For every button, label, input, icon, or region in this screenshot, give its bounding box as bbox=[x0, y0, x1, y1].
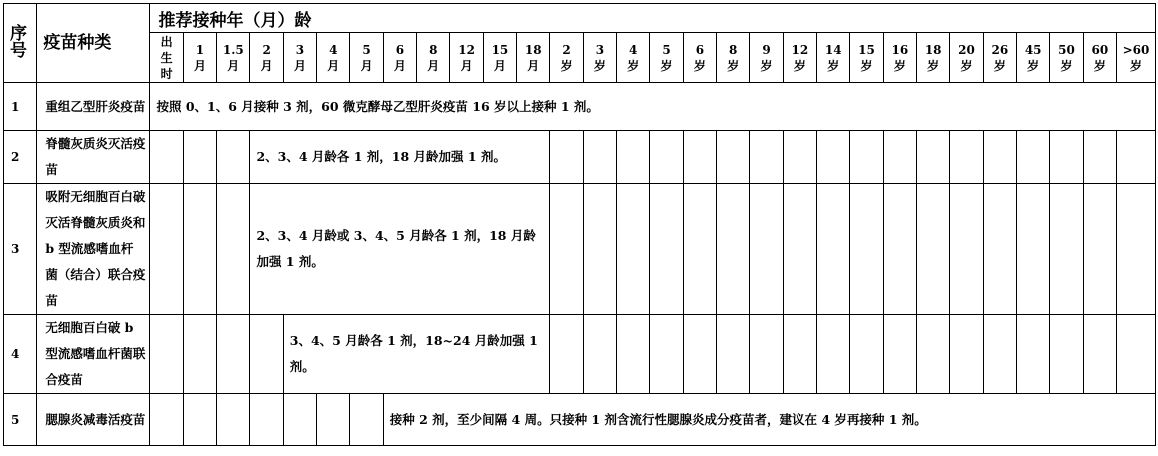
empty-cell bbox=[617, 131, 650, 184]
empty-cell bbox=[217, 315, 250, 394]
vaccination-schedule-table bbox=[3, 3, 1156, 446]
age-header: 12 月 bbox=[450, 33, 483, 83]
empty-cell bbox=[1050, 315, 1083, 394]
empty-cell bbox=[850, 315, 883, 394]
age-header: 6 月 bbox=[383, 33, 416, 83]
empty-cell bbox=[717, 315, 750, 394]
empty-cell bbox=[617, 184, 650, 315]
empty-cell bbox=[317, 394, 350, 446]
age-header: 15 月 bbox=[483, 33, 516, 83]
age-header: 9 岁 bbox=[750, 33, 783, 83]
age-header: 26 岁 bbox=[983, 33, 1016, 83]
age-header: 60 岁 bbox=[1083, 33, 1116, 83]
empty-cell bbox=[150, 131, 183, 184]
empty-cell bbox=[883, 315, 916, 394]
seq-header: 序号 bbox=[4, 4, 37, 83]
age-header: 1.5 月 bbox=[217, 33, 250, 83]
empty-cell bbox=[350, 394, 383, 446]
schedule-note: 接种 2 剂，至少间隔 4 周。只接种 1 剂含流行性腮腺炎成分疫苗者，建议在 4 岁再接种 1 剂。 bbox=[383, 394, 1155, 446]
empty-cell bbox=[217, 184, 250, 315]
table-row bbox=[4, 131, 1156, 184]
vaccine-type-header: 疫苗种类 bbox=[37, 4, 150, 83]
empty-cell bbox=[183, 315, 216, 394]
age-header: 14 岁 bbox=[817, 33, 850, 83]
empty-cell bbox=[583, 131, 616, 184]
table-row bbox=[4, 184, 1156, 315]
schedule-note: 按照 0、1、6 月接种 3 剂，60 微克酵母乙型肝炎疫苗 16 岁以上接种 1 剂。 bbox=[150, 83, 1156, 131]
empty-cell bbox=[683, 315, 716, 394]
empty-cell bbox=[917, 315, 950, 394]
empty-cell bbox=[983, 184, 1016, 315]
empty-cell bbox=[1116, 315, 1155, 394]
age-header: >60 岁 bbox=[1116, 33, 1155, 83]
empty-cell bbox=[583, 315, 616, 394]
empty-cell bbox=[583, 184, 616, 315]
empty-cell bbox=[283, 394, 316, 446]
empty-cell bbox=[1050, 184, 1083, 315]
empty-cell bbox=[783, 315, 816, 394]
empty-cell bbox=[1017, 184, 1050, 315]
age-header: 4 月 bbox=[317, 33, 350, 83]
empty-cell bbox=[817, 315, 850, 394]
schedule-note: 2、3、4 月龄各 1 剂，18 月龄加强 1 剂。 bbox=[250, 131, 550, 184]
empty-cell bbox=[983, 315, 1016, 394]
row-seq: 2 bbox=[4, 131, 37, 184]
empty-cell bbox=[217, 131, 250, 184]
age-header: 5 岁 bbox=[650, 33, 683, 83]
empty-cell bbox=[217, 394, 250, 446]
age-header: 6 岁 bbox=[683, 33, 716, 83]
empty-cell bbox=[650, 315, 683, 394]
empty-cell bbox=[950, 131, 983, 184]
age-header: 8 月 bbox=[417, 33, 450, 83]
age-header: 2 月 bbox=[250, 33, 283, 83]
vaccine-name: 脊髓灰质炎灭活疫苗 bbox=[37, 131, 150, 184]
empty-cell bbox=[883, 184, 916, 315]
empty-cell bbox=[1116, 184, 1155, 315]
age-header: 4 岁 bbox=[617, 33, 650, 83]
empty-cell bbox=[250, 315, 283, 394]
empty-cell bbox=[1083, 131, 1116, 184]
age-header: 8 岁 bbox=[717, 33, 750, 83]
row-seq: 3 bbox=[4, 184, 37, 315]
vaccine-name: 吸附无细胞百白破灭活脊髓灰质炎和 b 型流感嗜血杆菌（结合）联合疫苗 bbox=[37, 184, 150, 315]
schedule-note: 3、4、5 月龄各 1 剂，18~24 月龄加强 1 剂。 bbox=[283, 315, 550, 394]
age-header-row bbox=[4, 33, 1156, 83]
empty-cell bbox=[750, 184, 783, 315]
empty-cell bbox=[1116, 131, 1155, 184]
table-row bbox=[4, 315, 1156, 394]
age-header: 出 生 时 bbox=[150, 33, 183, 83]
empty-cell bbox=[783, 184, 816, 315]
age-header: 2 岁 bbox=[550, 33, 583, 83]
age-title-header: 推荐接种年（月）龄 bbox=[150, 4, 1156, 33]
empty-cell bbox=[650, 131, 683, 184]
table-row bbox=[4, 394, 1156, 446]
empty-cell bbox=[917, 184, 950, 315]
empty-cell bbox=[917, 131, 950, 184]
empty-cell bbox=[717, 131, 750, 184]
row-seq: 4 bbox=[4, 315, 37, 394]
empty-cell bbox=[683, 184, 716, 315]
header-row bbox=[4, 4, 1156, 33]
empty-cell bbox=[750, 131, 783, 184]
age-header: 12 岁 bbox=[783, 33, 816, 83]
empty-cell bbox=[717, 184, 750, 315]
empty-cell bbox=[1083, 184, 1116, 315]
schedule-note: 2、3、4 月龄或 3、4、5 月龄各 1 剂，18 月龄加强 1 剂。 bbox=[250, 184, 550, 315]
empty-cell bbox=[150, 315, 183, 394]
empty-cell bbox=[617, 315, 650, 394]
age-header: 3 月 bbox=[283, 33, 316, 83]
empty-cell bbox=[783, 131, 816, 184]
empty-cell bbox=[950, 315, 983, 394]
empty-cell bbox=[183, 184, 216, 315]
empty-cell bbox=[950, 184, 983, 315]
age-header: 18 月 bbox=[517, 33, 550, 83]
vaccine-name: 无细胞百白破 b 型流感嗜血杆菌联合疫苗 bbox=[37, 315, 150, 394]
age-header: 3 岁 bbox=[583, 33, 616, 83]
empty-cell bbox=[1017, 315, 1050, 394]
age-header: 15 岁 bbox=[850, 33, 883, 83]
row-seq: 5 bbox=[4, 394, 37, 446]
empty-cell bbox=[183, 131, 216, 184]
empty-cell bbox=[817, 131, 850, 184]
empty-cell bbox=[250, 394, 283, 446]
empty-cell bbox=[1017, 131, 1050, 184]
vaccine-name: 腮腺炎减毒活疫苗 bbox=[37, 394, 150, 446]
empty-cell bbox=[550, 184, 583, 315]
empty-cell bbox=[817, 184, 850, 315]
empty-cell bbox=[150, 394, 183, 446]
empty-cell bbox=[850, 131, 883, 184]
empty-cell bbox=[883, 131, 916, 184]
empty-cell bbox=[1050, 131, 1083, 184]
age-header: 50 岁 bbox=[1050, 33, 1083, 83]
age-header: 1 月 bbox=[183, 33, 216, 83]
empty-cell bbox=[650, 184, 683, 315]
empty-cell bbox=[550, 131, 583, 184]
row-seq: 1 bbox=[4, 83, 37, 131]
empty-cell bbox=[683, 131, 716, 184]
empty-cell bbox=[983, 131, 1016, 184]
empty-cell bbox=[150, 184, 183, 315]
age-header: 20 岁 bbox=[950, 33, 983, 83]
age-header: 18 岁 bbox=[917, 33, 950, 83]
empty-cell bbox=[850, 184, 883, 315]
empty-cell bbox=[183, 394, 216, 446]
empty-cell bbox=[550, 315, 583, 394]
age-header: 16 岁 bbox=[883, 33, 916, 83]
table-row bbox=[4, 83, 1156, 131]
vaccine-name: 重组乙型肝炎疫苗 bbox=[37, 83, 150, 131]
empty-cell bbox=[750, 315, 783, 394]
age-header: 5 月 bbox=[350, 33, 383, 83]
empty-cell bbox=[1083, 315, 1116, 394]
age-header: 45 岁 bbox=[1017, 33, 1050, 83]
